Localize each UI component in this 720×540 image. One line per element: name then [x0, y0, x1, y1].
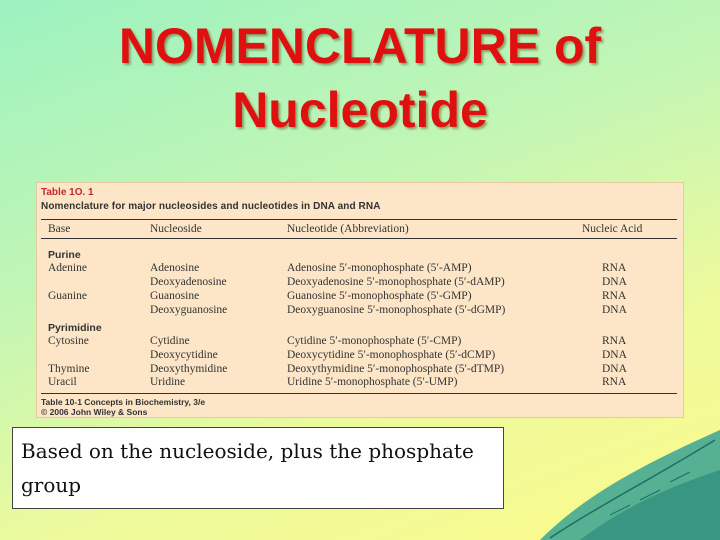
table-cell: RNA [602, 290, 627, 302]
table-cell: Guanosine 5′-monophosphate (5′-GMP) [287, 290, 472, 302]
table-cell: Deoxyadenosine [150, 276, 227, 288]
table-cell: Guanosine [150, 290, 200, 302]
table-cell: DNA [602, 363, 627, 375]
table-rule-top [41, 219, 677, 220]
header-nucleic-acid: Nucleic Acid [582, 223, 643, 235]
table-cell: RNA [602, 262, 627, 274]
header-nucleoside: Nucleoside [150, 223, 202, 235]
table-cell: RNA [602, 376, 627, 388]
table-rule-header [41, 238, 677, 239]
table-credit-copyright: © 2006 John Wiley & Sons [41, 407, 148, 417]
slide-title-line1: NOMENCLATURE of [118, 18, 602, 74]
table-cell: Uridine 5′-monophosphate (5′-UMP) [287, 376, 458, 388]
table-cell: DNA [602, 304, 627, 316]
table-cell: Cytidine [150, 335, 190, 347]
leaf-decoration-icon [510, 410, 720, 540]
slide-title-line2: Nucleotide [232, 82, 488, 138]
table-number: Table 1O. 1 [41, 187, 94, 198]
table-cell: Adenosine [150, 262, 200, 274]
table-cell: Uridine [150, 376, 186, 388]
group-label-pyrimidine: Pyrimidine [48, 322, 102, 334]
table-caption: Nomenclature for major nucleosides and nucleotides in DNA and RNA [41, 201, 381, 212]
table-cell: Adenosine 5′-monophosphate (5′-AMP) [287, 262, 472, 274]
table-cell: Deoxythymidine [150, 363, 228, 375]
slide-title [0, 14, 720, 142]
table-cell: Uracil [48, 376, 77, 388]
group-label-purine: Purine [48, 249, 81, 261]
header-nucleotide: Nucleotide (Abbreviation) [287, 223, 409, 235]
table-cell: Deoxyguanosine 5′-monophosphate (5′-dGMP) [287, 304, 506, 316]
table-cell: DNA [602, 349, 627, 361]
table-cell: Cytosine [48, 335, 89, 347]
nomenclature-table [36, 182, 684, 418]
table-cell: Thymine [48, 363, 90, 375]
table-rule-bottom [41, 393, 677, 394]
header-base: Base [48, 223, 71, 235]
table-cell: Guanine [48, 290, 87, 302]
table-cell: Deoxycytidine [150, 349, 218, 361]
caption-box: Based on the nucleoside, plus the phosphate group [12, 427, 504, 509]
table-cell: Deoxycytidine 5′-monophosphate (5′-dCMP) [287, 349, 496, 361]
table-cell: Deoxythymidine 5′-monophosphate (5′-dTMP) [287, 363, 505, 375]
table-credit-source: Table 10-1 Concepts in Biochemistry, 3/e [41, 397, 206, 407]
table-cell: DNA [602, 276, 627, 288]
table-cell: RNA [602, 335, 627, 347]
table-cell: Deoxyadenosine 5′-monophosphate (5′-dAMP) [287, 276, 505, 288]
table-cell: Adenine [48, 262, 87, 274]
table-cell: Deoxyguanosine [150, 304, 228, 316]
table-cell: Cytidine 5′-monophosphate (5′-CMP) [287, 335, 462, 347]
